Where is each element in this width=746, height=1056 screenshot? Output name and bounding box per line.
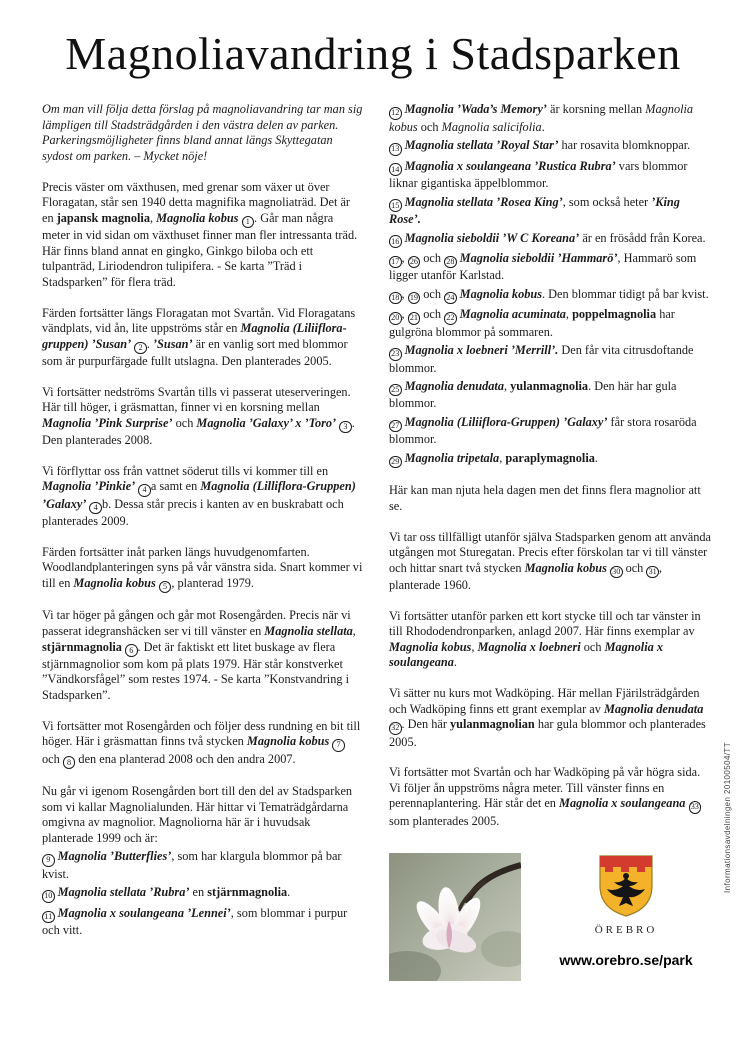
text-segment: som planterades 2005. — [389, 813, 500, 828]
circled-number: 18 — [389, 292, 402, 305]
text-segment: den ena planterad 2008 och den andra 2007. — [75, 751, 296, 766]
orebro-wordmark: ÖREBRO — [594, 924, 658, 937]
text-segment: , — [352, 623, 356, 638]
circled-number: 9 — [42, 854, 55, 867]
text-segment: Magnolia x loebneri ’Merrill’. — [404, 343, 559, 358]
paragraph — [42, 102, 364, 164]
print-info-note: Informationsavdelningen 20100504/TT — [723, 742, 732, 893]
text-segment: , — [504, 379, 511, 394]
circled-number: 15 — [389, 199, 402, 212]
circled-number: 3 — [339, 421, 352, 434]
circled-number: 19 — [408, 292, 421, 305]
circled-number: 32 — [389, 722, 402, 735]
text-segment: Magnolia kobus — [246, 734, 330, 749]
paragraph — [389, 251, 711, 284]
text-segment: , som har klargula blommor på bar kvist. — [42, 849, 342, 881]
circled-number: 5 — [159, 581, 172, 594]
text-segment: , — [149, 210, 157, 225]
text-segment: Magnolia acuminata — [459, 307, 566, 322]
text-segment: Magnolia kobus — [459, 286, 542, 301]
text-segment: är korsning mellan — [546, 102, 646, 117]
text-segment: är en vanlig sort med blommor som är purpurfärgade fullt utslagna. Den planterades 2005. — [42, 336, 348, 369]
text-segment: Vi fortsätter mot Rosengården och följer dess rundning en bit till höger. Här i gräsmattan finns två stycken — [42, 718, 361, 749]
paragraph — [389, 530, 711, 594]
text-segment: Magnolia stellata ’Rosea King’ — [404, 194, 563, 209]
text-segment: Precis väster om växthusen, med grenar som växer ut över Floragatan, står sen 1940 detta magnifika magnoliaträd. Det är en — [42, 179, 351, 225]
paragraph — [389, 379, 711, 412]
paragraph — [389, 609, 711, 671]
text-segment: Magnolia tripetala — [404, 451, 500, 465]
text-segment: en — [189, 885, 208, 900]
paragraph — [42, 608, 364, 703]
circled-number: 12 — [389, 107, 402, 120]
magnolia-photo — [389, 853, 521, 981]
text-segment: Magnolia (Lilliflora-Gruppen) ’Galaxy’ — [42, 479, 356, 511]
paragraph — [389, 483, 711, 514]
text-segment: Magnolia stellata ’Royal Star’ — [404, 138, 559, 153]
text-segment: yulanmagnolia — [510, 379, 589, 394]
text-segment: Magnolia kobus — [524, 560, 607, 575]
text-segment: . Den planterades 2008. — [42, 415, 355, 448]
text-segment: Om man vill följa detta förslag på magnoliavandring tar man sig lämpligen till Stadsträdgården i den västra delen av parken. Parkeringsmöjligheter finns bland annat längs Skyttegatan sydost om parken. – Mycket nöje! — [42, 102, 363, 164]
paragraph — [42, 849, 364, 882]
text-segment: . — [541, 119, 545, 134]
text-segment: , planterad 1979. — [171, 575, 254, 590]
paragraph — [389, 195, 711, 228]
text-segment: . Det är faktiskt ett litet buskage av flera stjärnmagnolior som kom på plats 1979. Här står konstverket ”Vändkorsfågel” som restes 1974. - Se karta ”Konstvandring i Stadsparken”. — [42, 639, 349, 703]
text-segment: och — [172, 415, 197, 430]
orebro-coat-of-arms-icon — [597, 853, 655, 919]
circled-number: 22 — [444, 312, 457, 325]
text-segment: ’King Rose’. — [389, 194, 680, 226]
circled-number: 20 — [389, 312, 402, 325]
circled-number: 17 — [389, 256, 402, 269]
circled-number: 33 — [689, 801, 702, 814]
circled-number: 2 — [134, 342, 147, 355]
text-segment: Magnolia x soulangeana — [389, 639, 664, 670]
paragraph — [389, 415, 711, 448]
paragraph — [389, 102, 711, 135]
text-segment: Vi tar höger på gången och går mot Rosengården. Precis när vi passerat idegranshäcken ser vi till vänster en — [42, 608, 351, 638]
paragraph — [42, 906, 364, 939]
circled-number: 1 — [242, 216, 255, 229]
circled-number: 4 — [89, 502, 102, 515]
text-segment: , som också heter — [562, 194, 652, 209]
text-segment: . — [146, 336, 153, 351]
paragraph — [42, 545, 364, 594]
text-segment: . — [594, 451, 598, 465]
text-segment: Magnolia (Liliiflora-Gruppen) ’Galaxy’ — [404, 415, 608, 430]
text-segment: Magnolia denudata — [404, 379, 504, 394]
text-segment: är en frösådd från Korea. — [579, 230, 706, 245]
text-segment: Den får vita citrusdoftande blommor. — [389, 343, 694, 375]
text-segment: får stora rosaröda blommor. — [389, 415, 697, 447]
text-segment: b. Dessa står precis i kanten av en buskrabatt och planterades 2009. — [42, 496, 344, 529]
text-segment: . Den här har gula blommor. — [389, 379, 677, 411]
text-segment: stjärnmagnolia — [207, 885, 288, 900]
text-segment: vars blommor liknar gigantiska äppelblommor. — [389, 158, 688, 190]
text-segment: Magnolia stellata — [264, 623, 353, 638]
page-title: Magnoliavandring i Stadsparken — [65, 28, 681, 79]
text-segment: , — [401, 307, 408, 322]
text-segment: Magnolia sieboldii ’W C Koreana’ — [404, 230, 580, 245]
text-segment: Magnolia ’Pinkie’ — [42, 479, 136, 494]
text-segment: Nu går vi igenom Rosengården bort till den del av Stadsparken som vi kallar Magnolialunden. Här hittar vi Tematrädgårdarna omgivna av magnolior. Magnoliorna här är i huvudsak planterade 1999 och är: — [42, 783, 353, 845]
text-segment: , — [401, 286, 408, 301]
text-segment: har rosavita blomknoppar. — [558, 138, 691, 153]
right-column — [389, 102, 711, 981]
circled-number: 24 — [444, 292, 457, 305]
circled-number: 28 — [444, 256, 457, 269]
text-segment: och — [417, 119, 442, 134]
circled-number: 11 — [42, 911, 55, 924]
text-segment: Magnolia kobus — [73, 575, 156, 590]
text-segment: Vi tar oss tillfälligt utanför själva Stadsparken genom att använda utgången mot Sturegatan. Precis efter förskolan tar vi till vänster och hittar snart två stycken — [389, 529, 711, 575]
text-segment: Magnolia x loebneri — [477, 639, 581, 654]
text-segment: , Hammarö som ligger utanför Karlstad. — [389, 250, 697, 283]
text-segment: Vi sätter nu kurs mot Wadköping. Här mellan Fjärilsträdgården och Wadköping finns ett grant exemplar av — [389, 686, 700, 716]
text-segment: a samt en — [150, 479, 201, 494]
circled-number: 30 — [610, 566, 623, 579]
text-segment: japansk magnolia — [56, 210, 150, 225]
text-segment: . Den blommar tidigt på bar kvist. — [541, 286, 709, 301]
text-segment: Vi fortsätter utanför parken ett kort stycke till och tar vänster in till Rhododendronparken, anlagd 2007. Här finns exemplar av — [389, 608, 701, 639]
orebro-logo-block — [551, 853, 701, 968]
text-segment: Magnolia ’Galaxy’ x ’Toro’ — [196, 415, 337, 430]
text-segment: Magnolia (Liliiflora-gruppen) ’Susan’ — [42, 321, 347, 351]
footer-media-row — [389, 853, 711, 981]
paragraph — [42, 306, 364, 370]
magnolia-photo-illustration — [389, 853, 521, 981]
circled-number: 16 — [389, 235, 402, 248]
paragraph — [389, 287, 711, 304]
circled-number: 4 — [138, 484, 151, 497]
text-segment: och — [420, 250, 445, 265]
text-segment: Magnolia x soulangeana ’Lennei’ — [57, 905, 231, 920]
circled-number: 8 — [63, 756, 76, 769]
paragraph — [42, 885, 364, 902]
text-segment: Magnolia stellata ’Rubra’ — [57, 885, 190, 900]
circled-number: 29 — [389, 456, 402, 469]
paragraph — [389, 765, 711, 829]
text-segment: Magnolia ’Butterflies’ — [57, 849, 172, 864]
paragraph — [389, 231, 711, 248]
paragraph — [42, 464, 364, 530]
paragraph — [389, 159, 711, 192]
left-column-text — [42, 102, 364, 938]
paragraph — [389, 686, 711, 750]
text-segment: Vi fortsätter nedströms Svartån tills vi passerat uteserveringen. Här till höger, i gräsmattan, finner vi en korsning mellan — [42, 384, 351, 415]
text-segment: , — [471, 639, 478, 654]
left-column — [42, 102, 364, 981]
text-segment: Magnolia kobus — [389, 639, 472, 654]
paragraph — [389, 307, 711, 340]
paragraph — [389, 138, 711, 155]
text-segment: . — [453, 655, 457, 670]
circled-number: 31 — [646, 566, 659, 579]
text-segment: Vi fortsätter mot Svartån och har Wadköping på vår högra sida. Vi följer ån uppströms några meter. Till vänster finns en perennaplantering. Här står det en — [389, 765, 701, 811]
circled-number: 7 — [332, 739, 345, 752]
text-segment: yulanmagnolian — [450, 717, 535, 732]
text-segment: ’Susan’ — [152, 336, 193, 351]
text-segment: Magnolia x soulangeana ’Rustica Rubra’ — [404, 158, 616, 173]
circled-number: 23 — [389, 348, 402, 361]
paragraph — [389, 451, 711, 468]
text-segment: Färden fortsätter inåt parken längs huvudgenomfarten. Woodlandplanteringen syns på vår vänstra sida. Snart kommer vi till en — [42, 544, 363, 590]
text-segment: Här kan man njuta hela dagen men det finns flera magnolior att se. — [389, 483, 701, 513]
text-segment: och — [622, 560, 647, 575]
right-column-text — [389, 102, 711, 829]
text-segment: och — [420, 286, 445, 301]
two-column-body — [0, 78, 746, 981]
footer-url: www.orebro.se/park — [559, 952, 693, 969]
text-segment: . Den här — [401, 717, 450, 732]
paragraph — [42, 784, 364, 846]
text-segment: Magnolia denudata — [603, 701, 704, 716]
text-segment: , planterade 1960. — [389, 560, 662, 593]
text-segment: Magnolia x soulangeana — [559, 796, 686, 811]
circled-number: 26 — [408, 256, 421, 269]
text-segment: och — [42, 751, 63, 766]
circled-number: 21 — [408, 312, 421, 325]
text-segment: Magnolia ’Pink Surprise’ — [42, 415, 173, 430]
text-segment: Magnolia kobus — [156, 210, 239, 225]
text-segment: , — [401, 250, 408, 265]
text-segment: . — [287, 885, 291, 900]
text-segment: och — [580, 639, 605, 654]
text-segment: har gulgröna blommor på sommaren. — [389, 307, 675, 339]
text-segment: Magnolia kobus — [389, 102, 694, 134]
circled-number: 27 — [389, 420, 402, 433]
paragraph — [42, 180, 364, 291]
paragraph — [42, 385, 364, 449]
text-segment: , — [565, 307, 573, 322]
paragraph — [389, 343, 711, 376]
text-segment: poppelmagnolia — [572, 307, 657, 322]
circled-number: 6 — [125, 644, 138, 657]
text-segment: , som blommar i purpur och vitt. — [42, 905, 348, 938]
text-segment: Magnolia ’Wada’s Memory’ — [404, 102, 547, 117]
text-segment: Magnolia salicifolia — [441, 119, 542, 134]
paragraph — [42, 719, 364, 769]
text-segment: , — [499, 451, 506, 465]
text-segment: . Går man några meter in vid sidan om växthuset finner man fler intressanta träd. Här finns bland annat en gingko, Ginkgo biloba och ett tulpanträd, Liriodendron tulipifera. - Se karta ”Träd i Stadsparken” för flera träd. — [42, 210, 358, 289]
text-segment: Vi förflyttar oss från vattnet söderut tills vi kommer till en — [42, 463, 329, 478]
circled-number: 13 — [389, 143, 402, 156]
text-segment: och — [420, 307, 445, 322]
circled-number: 10 — [42, 890, 55, 903]
text-segment: paraplymagnolia — [505, 451, 595, 465]
circled-number: 14 — [389, 163, 402, 176]
circled-number: 25 — [389, 384, 402, 397]
text-segment: stjärnmagnolia — [42, 639, 122, 654]
text-segment: har gula blommor och planterades 2005. — [389, 717, 706, 749]
text-segment: Magnolia sieboldii ’Hammarö’ — [459, 250, 618, 265]
text-segment: Färden fortsätter längs Floragatan mot Svartån. Vid Floragatans vändplats, vid ån, lite uppströms står en — [42, 305, 356, 336]
